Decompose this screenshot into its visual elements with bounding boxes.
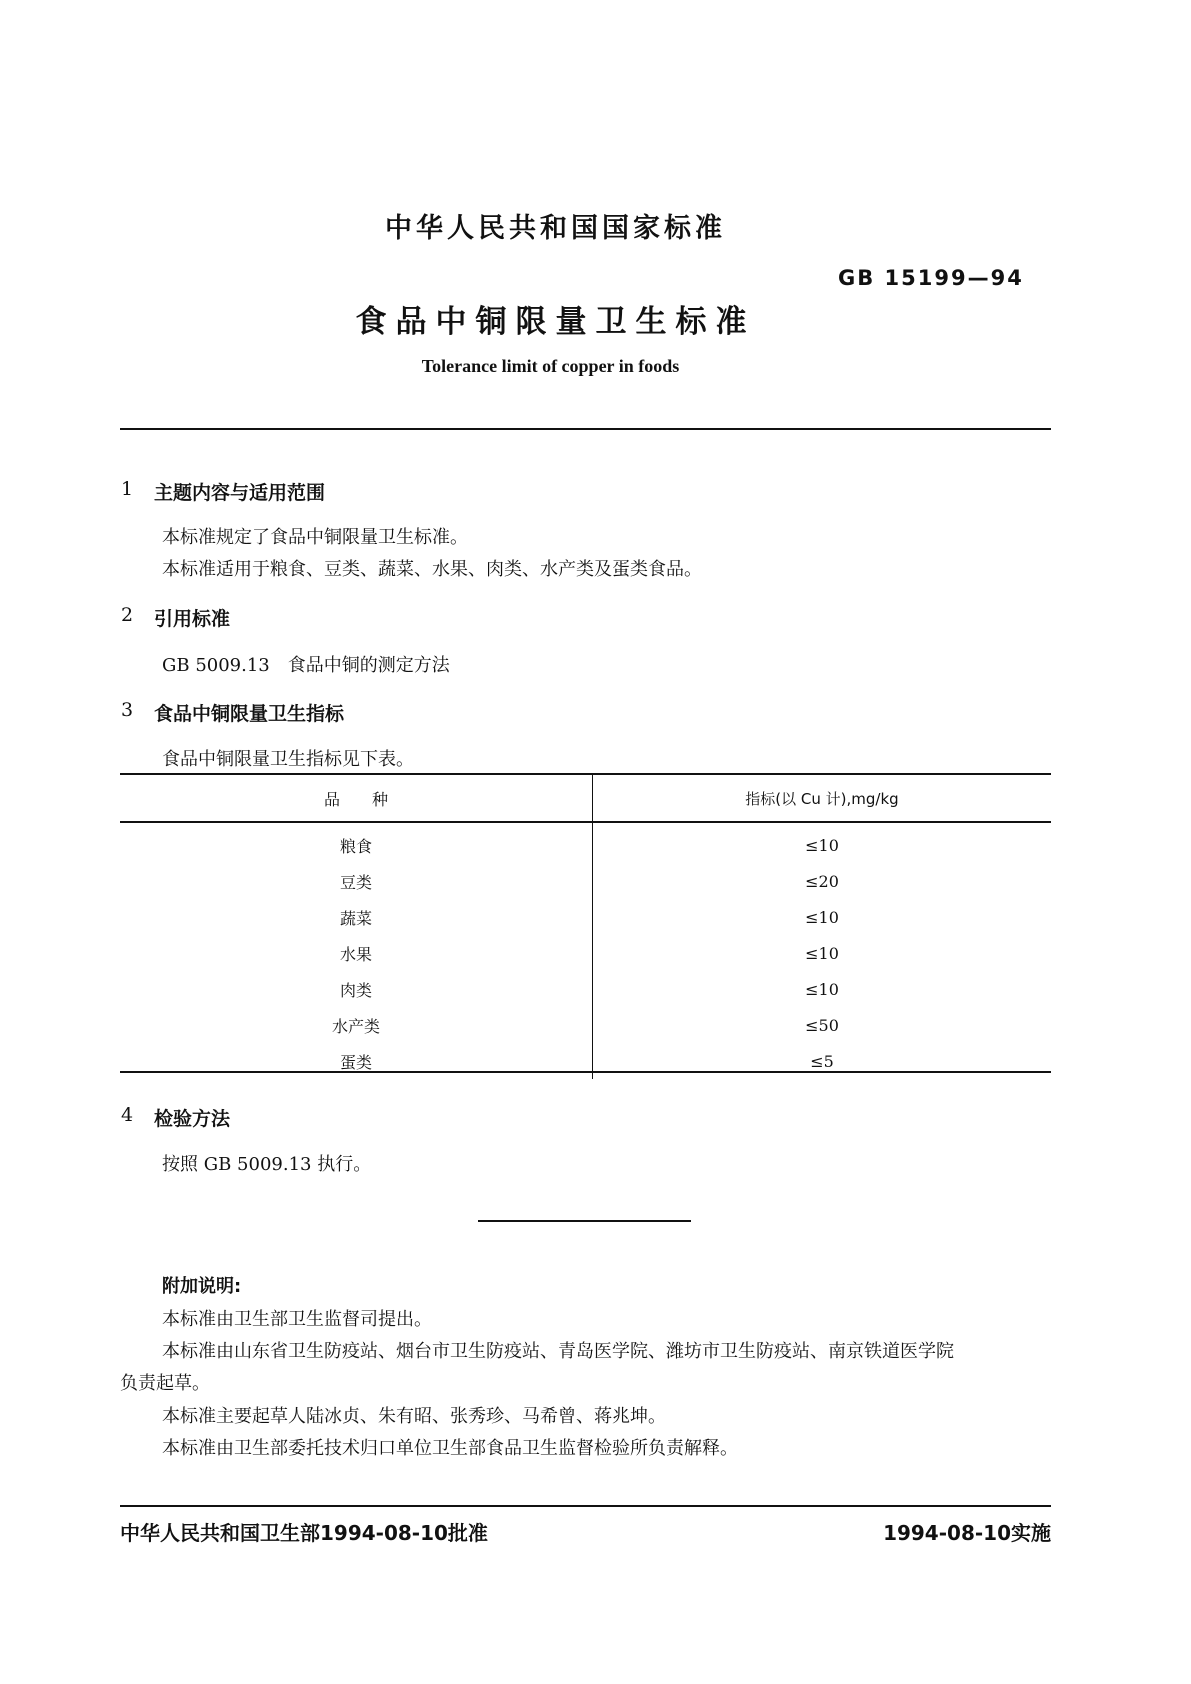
table-row xyxy=(120,971,1051,1007)
section-4-title: 检验方法 xyxy=(154,1108,231,1130)
header-limit: 指标(以 Cu 计),mg/kg xyxy=(593,775,1052,822)
document-title-english: Tolerance limit of copper in foods xyxy=(421,356,680,376)
end-of-text-rule xyxy=(478,1220,691,1222)
limit-value-cell: ≤50 xyxy=(805,1015,839,1035)
section-2-title: 引用标准 xyxy=(154,608,231,630)
header-food-category: 品 种 xyxy=(120,775,593,822)
table-bottom-rule xyxy=(120,1071,1051,1073)
section-3-title: 食品中铜限量卫生指标 xyxy=(154,703,345,725)
food-category-cell: 水果 xyxy=(120,935,593,971)
section-3-paragraph: 食品中铜限量卫生指标见下表。 xyxy=(162,749,414,770)
footer-rule xyxy=(120,1505,1051,1507)
section-3-number: 3 xyxy=(121,699,134,721)
section-4-number: 4 xyxy=(121,1104,134,1126)
national-standard-heading: 中华人民共和国国家标准 xyxy=(385,213,726,244)
note-line: 本标准由卫生部委托技术归口单位卫生部食品卫生监督检验所负责解释。 xyxy=(162,1438,738,1459)
limit-value-cell: ≤10 xyxy=(805,835,839,855)
table-row xyxy=(120,1043,1051,1079)
limit-value-cell: ≤10 xyxy=(805,943,839,963)
note-line: 本标准主要起草人陆冰贞、朱有昭、张秀珍、马希曾、蒋兆坤。 xyxy=(162,1406,666,1427)
section-1-title: 主题内容与适用范围 xyxy=(154,482,326,504)
table-row xyxy=(120,863,1051,899)
food-category-cell: 肉类 xyxy=(120,971,593,1007)
table-row xyxy=(120,1007,1051,1043)
limit-value-cell: ≤10 xyxy=(805,907,839,927)
note-line: 本标准由山东省卫生防疫站、烟台市卫生防疫站、青岛医学院、潍坊市卫生防疫站、南京铁道医学院 xyxy=(162,1341,954,1362)
table-row xyxy=(120,822,1051,863)
note-line: 本标准由卫生部卫生监督司提出。 xyxy=(162,1309,432,1330)
section-4-paragraph: 按照 GB 5009.13 执行。 xyxy=(162,1154,372,1175)
section-2-number: 2 xyxy=(121,604,134,626)
approval-statement: 中华人民共和国卫生部1994-08-10批准 xyxy=(120,1521,488,1545)
limit-value-cell: ≤5 xyxy=(810,1051,834,1071)
section-1-paragraph-2: 本标准适用于粮食、豆类、蔬菜、水果、肉类、水产类及蛋类食品。 xyxy=(162,559,702,580)
section-2-reference: GB 5009.13 食品中铜的测定方法 xyxy=(162,655,450,676)
food-category-cell: 水产类 xyxy=(120,1007,593,1043)
effective-date: 1994-08-10实施 xyxy=(883,1521,1051,1545)
food-category-cell: 豆类 xyxy=(120,863,593,899)
section-1-paragraph-1: 本标准规定了食品中铜限量卫生标准。 xyxy=(162,527,468,548)
limit-value-cell: ≤10 xyxy=(805,979,839,999)
additional-notes-heading: 附加说明: xyxy=(162,1276,242,1297)
note-line: 负责起草。 xyxy=(120,1373,210,1394)
table-header-row xyxy=(120,775,1051,822)
food-category-cell: 蛋类 xyxy=(120,1043,593,1079)
document-title: 食品中铜限量卫生标准 xyxy=(355,304,756,340)
table-row xyxy=(120,899,1051,935)
food-category-cell: 蔬菜 xyxy=(120,899,593,935)
copper-limits-table xyxy=(120,775,1051,1079)
food-category-cell: 粮食 xyxy=(120,822,593,863)
limit-value-cell: ≤20 xyxy=(805,871,839,891)
header-rule xyxy=(120,428,1051,430)
section-1-number: 1 xyxy=(121,478,134,500)
standard-number: GB 15199—94 xyxy=(838,266,1024,290)
table-row xyxy=(120,935,1051,971)
